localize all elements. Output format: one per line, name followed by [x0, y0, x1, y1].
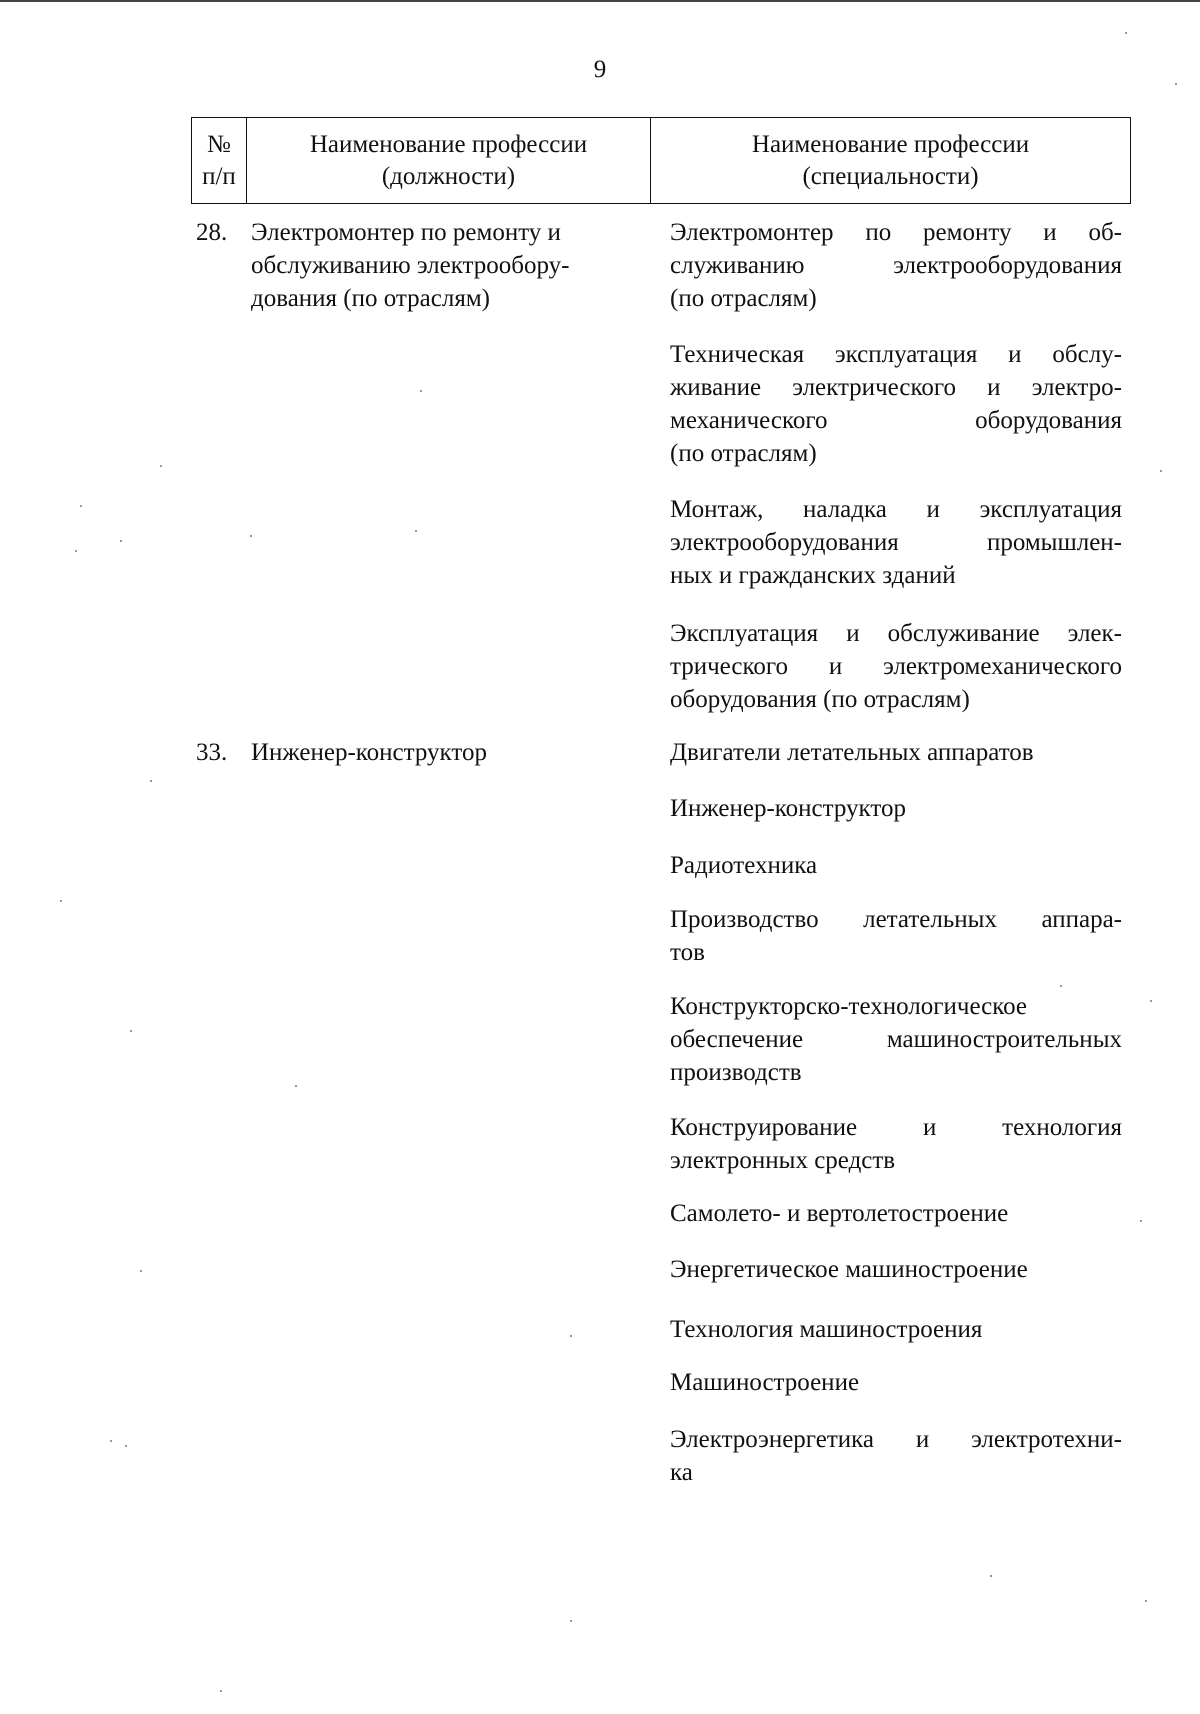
specialty-line: электронных средств	[670, 1147, 896, 1174]
specialty-item	[670, 1111, 1122, 1177]
header-specialty-column	[651, 118, 1130, 203]
specialty-item	[670, 736, 1122, 769]
specialty-item	[670, 1253, 1122, 1286]
specialty-line: ных и гражданских зданий	[670, 562, 956, 589]
specialty-line: Монтаж, наладка и эксплуатация	[670, 496, 1122, 523]
specialty-line: производств	[670, 1059, 802, 1086]
specialty-line: Техническая эксплуатация и обслу-	[670, 341, 1122, 368]
header-specialty-line: (специальности)	[802, 162, 979, 190]
specialty-line: (по отраслям)	[670, 285, 817, 312]
specialty-item	[670, 493, 1122, 592]
scan-top-edge	[0, 0, 1200, 2]
row-number: 33.	[196, 739, 228, 766]
specialty-item	[670, 1197, 1122, 1230]
specialty-line: обеспечение машиностроительных	[670, 1026, 1122, 1053]
specialty-line: Конструирование и технология	[670, 1114, 1122, 1141]
specialty-line: механического оборудования	[670, 407, 1122, 434]
specialty-item	[670, 338, 1122, 470]
specialty-item	[670, 903, 1122, 969]
row-number: 28.	[196, 219, 228, 246]
specialty-item	[670, 617, 1122, 716]
specialty-item	[670, 216, 1122, 315]
header-number-column	[192, 118, 247, 203]
profession-line: Электромонтер по ремонту и	[251, 219, 561, 246]
header-profession-line: (должности)	[381, 162, 516, 190]
specialty-line: Двигатели летательных аппаратов	[670, 739, 1034, 766]
specialty-line: (по отраслям)	[670, 440, 817, 467]
specialty-item	[670, 1366, 1122, 1399]
specialty-line: оборудования (по отраслям)	[670, 686, 970, 713]
table-header	[191, 117, 1131, 204]
profession-line: дования (по отраслям)	[251, 285, 490, 312]
profession-name	[251, 216, 621, 315]
specialty-line: Машиностроение	[670, 1369, 860, 1396]
specialty-line: трического и электромеханического	[670, 653, 1122, 680]
specialty-line: Инженер-конструктор	[670, 795, 906, 822]
specialty-line: Электромонтер по ремонту и об-	[670, 219, 1122, 246]
page-number: 9	[593, 56, 607, 83]
profession-line: обслуживанию электрообору-	[251, 252, 570, 279]
specialty-line: тов	[670, 939, 705, 966]
profession-line: Инженер-конструктор	[251, 739, 487, 766]
specialty-line: ка	[670, 1459, 693, 1486]
specialty-line: Технология машиностроения	[670, 1316, 983, 1343]
header-profession-column	[247, 118, 651, 203]
specialty-line: Самолето- и вертолетостроение	[670, 1200, 1009, 1227]
header-number-line: №	[207, 130, 231, 158]
specialty-line: Конструкторско-технологическое	[670, 993, 1028, 1020]
specialty-line: служиванию электрооборудования	[670, 252, 1122, 279]
header-specialty-line: Наименование профессии	[751, 130, 1030, 158]
specialty-item	[670, 849, 1122, 882]
specialty-line: Радиотехника	[670, 852, 818, 879]
header-profession-line: Наименование профессии	[309, 130, 588, 158]
specialty-line: живание электрического и электро-	[670, 374, 1122, 401]
profession-name	[251, 736, 621, 769]
specialty-item	[670, 1423, 1122, 1489]
header-number-line: п/п	[202, 162, 236, 190]
specialty-line: электрооборудования промышлен-	[670, 529, 1122, 556]
specialty-item	[670, 1313, 1122, 1346]
specialty-line: Энергетическое машиностроение	[670, 1256, 1028, 1283]
specialty-line: Электроэнергетика и электротехни-	[670, 1426, 1122, 1453]
specialty-line: Производство летательных аппара-	[670, 906, 1122, 933]
specialty-item	[670, 990, 1122, 1089]
specialty-item	[670, 792, 1122, 825]
specialty-line: Эксплуатация и обслуживание элек-	[670, 620, 1122, 647]
